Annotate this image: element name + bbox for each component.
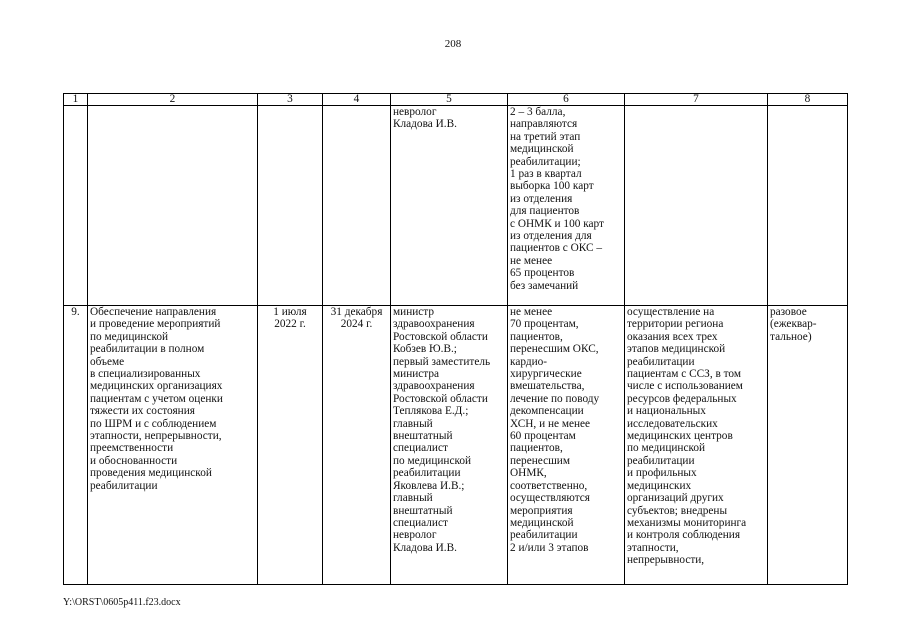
start-date-cell (258, 106, 323, 306)
column-header: 3 (258, 94, 323, 106)
measures-table (63, 93, 848, 585)
column-header: 2 (88, 94, 258, 106)
responsible-cell: невролог Кладова И.В. (391, 106, 508, 306)
row-number-cell: 9. (64, 306, 88, 585)
column-header: 4 (323, 94, 391, 106)
measure-cell: Обеспечение направления и проведение мероприятий по медицинской реабилитации в полном объеме в специализированных медицинских организациях пациентам с учетом оценки тяжести их состояния по ШРМ и с соблюдением этапности, непрерывности, преемственности и обоснованности проведения медицинской реабилитации (88, 306, 258, 585)
indicator-cell: не менее 70 процентам, пациентов, перенесшим ОКС, кардио- хирургические вмешательства, лечение по поводу декомпенсации ХСН, и не менее 60 процентам пациентов, перенесшим ОНМК, соответственно, осуществляются мероприятия медицинской реабилитации 2 и/или 3 этапов (508, 306, 625, 585)
file-path-footer: Y:\ORST\0605p411.f23.docx (63, 597, 181, 608)
start-date-cell: 1 июля 2022 г. (258, 306, 323, 585)
frequency-cell: разовое (ежеквар- тальное) (768, 306, 848, 585)
column-number-row (64, 94, 848, 106)
measure-cell (88, 106, 258, 306)
column-header: 7 (625, 94, 768, 106)
indicator-cell: 2 – 3 балла, направляются на третий этап медицинской реабилитации; 1 раз в квартал выборка 100 карт из отделения для пациентов с ОНМК и 100 карт из отделения для пациентов с ОКС – не менее 65 процентов без замечаний (508, 106, 625, 306)
frequency-cell (768, 106, 848, 306)
column-header: 6 (508, 94, 625, 106)
row-number-cell (64, 106, 88, 306)
table-row (64, 106, 848, 306)
column-header: 8 (768, 94, 848, 106)
end-date-cell (323, 106, 391, 306)
table-row (64, 306, 848, 585)
result-cell (625, 106, 768, 306)
end-date-cell: 31 декабря 2024 г. (323, 306, 391, 585)
page-number: 208 (444, 38, 462, 50)
column-header: 1 (64, 94, 88, 106)
column-header: 5 (391, 94, 508, 106)
responsible-cell: министр здравоохранения Ростовской области Кобзев Ю.В.; первый заместитель министра здравоохранения Ростовской области Теплякова Е.Д.; главный внештатный специалист по медицинской реабилитации Яковлева И.В.; главный внештатный специалист невролог Кладова И.В. (391, 306, 508, 585)
result-cell: осуществление на территории региона оказания всех трех этапов медицинской реабилитации пациентам с ССЗ, в том числе с использованием ресурсов федеральных и национальных исследовательских медицинских центров по медицинской реабилитации и профильных медицинских организаций других субъектов; внедрены механизмы мониторинга и контроля соблюдения этапности, непрерывности, (625, 306, 768, 585)
